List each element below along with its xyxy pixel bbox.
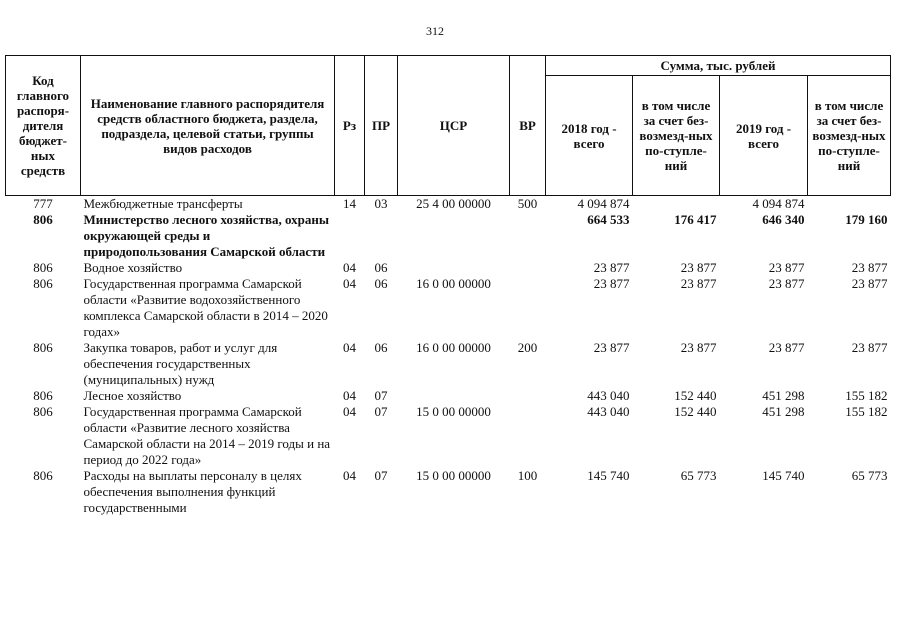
cell-csr: 16 0 00 00000 <box>416 340 491 355</box>
cell-csr: 15 0 00 00000 <box>416 404 491 419</box>
cell-rz: 14 <box>343 196 356 211</box>
cell-2019-total: 145 740 <box>762 468 805 483</box>
header-sum-group: Сумма, тыс. рублей <box>546 56 891 76</box>
cell-code: 806 <box>33 276 53 291</box>
cell-csr: 25 4 00 00000 <box>416 196 491 211</box>
header-code: Код главного распоря-дителя бюджет-ных средств <box>6 56 81 196</box>
cell-vr: 500 <box>517 196 538 211</box>
cell-pr: 06 <box>374 340 388 355</box>
cell-pr: 06 <box>374 260 388 275</box>
cell-2018-total: 664 533 <box>587 212 630 227</box>
header-rz: Рз <box>335 56 365 196</box>
page-number: 312 <box>426 24 444 38</box>
cell-name: Государственная программа Самарской области «Развитие лесного хозяйства Самарской области на 2014 – 2019 годы и на период до 2022 года» <box>83 404 331 467</box>
cell-2019-grants: 155 182 <box>845 404 888 419</box>
cell-code: 806 <box>33 468 53 483</box>
cell-code: 806 <box>33 340 53 355</box>
cell-name: Расходы на выплаты персоналу в целях обеспечения выполнения функций государственными <box>83 468 302 515</box>
table-row <box>6 388 891 404</box>
cell-rz: 04 <box>343 388 356 403</box>
cell-pr: 07 <box>374 388 388 403</box>
header-2018-grants: в том числе за счет без-возмезд-ных по-ступле-ний <box>633 76 720 196</box>
cell-2019-total: 23 877 <box>768 260 805 275</box>
cell-pr <box>365 212 398 260</box>
cell-2018-grants: 65 773 <box>680 468 717 483</box>
table-row <box>6 468 891 516</box>
table-row <box>6 212 891 260</box>
cell-code: 777 <box>33 196 53 211</box>
header-csr: ЦСР <box>398 56 510 196</box>
cell-2019-total: 4 094 874 <box>752 196 805 211</box>
cell-pr: 07 <box>374 468 388 483</box>
table-row <box>6 404 891 468</box>
cell-2019-total: 23 877 <box>768 276 805 291</box>
cell-csr <box>398 388 510 404</box>
cell-2018-grants: 152 440 <box>674 388 717 403</box>
table-header <box>6 56 891 196</box>
cell-code: 806 <box>33 260 53 275</box>
cell-2018-total: 145 740 <box>587 468 630 483</box>
cell-csr: 16 0 00 00000 <box>416 276 491 291</box>
cell-2018-grants: 152 440 <box>674 404 717 419</box>
cell-name: Межбюджетные трансферты <box>83 196 243 211</box>
budget-table <box>5 55 891 516</box>
cell-vr: 100 <box>517 468 538 483</box>
cell-2019-grants: 23 877 <box>851 260 888 275</box>
cell-2018-total: 4 094 874 <box>577 196 630 211</box>
cell-2019-grants: 179 160 <box>845 212 888 227</box>
cell-2018-grants: 23 877 <box>680 260 717 275</box>
table-body <box>6 196 891 517</box>
cell-2019-grants <box>808 196 891 213</box>
cell-vr <box>510 212 546 260</box>
header-pr: ПР <box>365 56 398 196</box>
table-row <box>6 276 891 340</box>
cell-rz: 04 <box>343 468 356 483</box>
cell-name: Государственная программа Самарской области «Развитие водохозяйственного комплекса Самарской области в 2014 – 2020 годах» <box>83 276 328 339</box>
cell-2018-grants <box>633 196 720 213</box>
cell-2018-total: 23 877 <box>593 340 630 355</box>
header-2019-total: 2019 год - всего <box>720 76 808 196</box>
cell-csr <box>398 212 510 260</box>
table-row <box>6 260 891 276</box>
cell-code: 806 <box>33 404 53 419</box>
header-2018-total: 2018 год - всего <box>546 76 633 196</box>
cell-2019-total: 646 340 <box>762 212 805 227</box>
cell-2018-grants: 23 877 <box>680 340 717 355</box>
cell-csr: 15 0 00 00000 <box>416 468 491 483</box>
header-2019-grants: в том числе за счет без-возмезд-ных по-ступле-ний <box>808 76 891 196</box>
cell-vr <box>510 276 546 340</box>
cell-2019-grants: 23 877 <box>851 276 888 291</box>
cell-rz: 04 <box>343 404 356 419</box>
cell-2018-grants: 176 417 <box>674 212 717 227</box>
cell-2018-total: 23 877 <box>593 260 630 275</box>
cell-2018-total: 443 040 <box>587 404 630 419</box>
table-row <box>6 340 891 388</box>
cell-vr <box>510 260 546 276</box>
cell-2019-total: 23 877 <box>768 340 805 355</box>
cell-name: Закупка товаров, работ и услуг для обеспечения государственных (муниципальных) нужд <box>83 340 278 387</box>
cell-2018-total: 443 040 <box>587 388 630 403</box>
cell-2018-grants: 23 877 <box>680 276 717 291</box>
cell-vr <box>510 388 546 404</box>
cell-2018-total: 23 877 <box>593 276 630 291</box>
cell-2019-total: 451 298 <box>762 404 805 419</box>
cell-rz <box>335 212 365 260</box>
cell-rz: 04 <box>343 260 356 275</box>
cell-name: Лесное хозяйство <box>83 388 182 403</box>
cell-rz: 04 <box>343 340 356 355</box>
cell-2019-grants: 155 182 <box>845 388 888 403</box>
header-vr: ВР <box>510 56 546 196</box>
cell-code: 806 <box>33 212 53 227</box>
cell-2019-grants: 65 773 <box>851 468 888 483</box>
cell-name: Водное хозяйство <box>83 260 183 275</box>
cell-pr: 07 <box>374 404 388 419</box>
cell-vr <box>510 404 546 468</box>
cell-name: Министерство лесного хозяйства, охраны окружающей среды и природопользования Самарской области <box>83 212 330 259</box>
cell-2019-total: 451 298 <box>762 388 805 403</box>
cell-pr: 03 <box>374 196 388 211</box>
cell-pr: 06 <box>374 276 388 291</box>
cell-2019-grants: 23 877 <box>851 340 888 355</box>
cell-rz: 04 <box>343 276 356 291</box>
cell-csr <box>398 260 510 276</box>
cell-vr: 200 <box>517 340 538 355</box>
cell-code: 806 <box>33 388 53 403</box>
table-row <box>6 196 891 213</box>
header-name: Наименование главного распорядителя средств областного бюджета, раздела, подраздела, целевой статьи, группы видов расходов <box>81 56 335 196</box>
